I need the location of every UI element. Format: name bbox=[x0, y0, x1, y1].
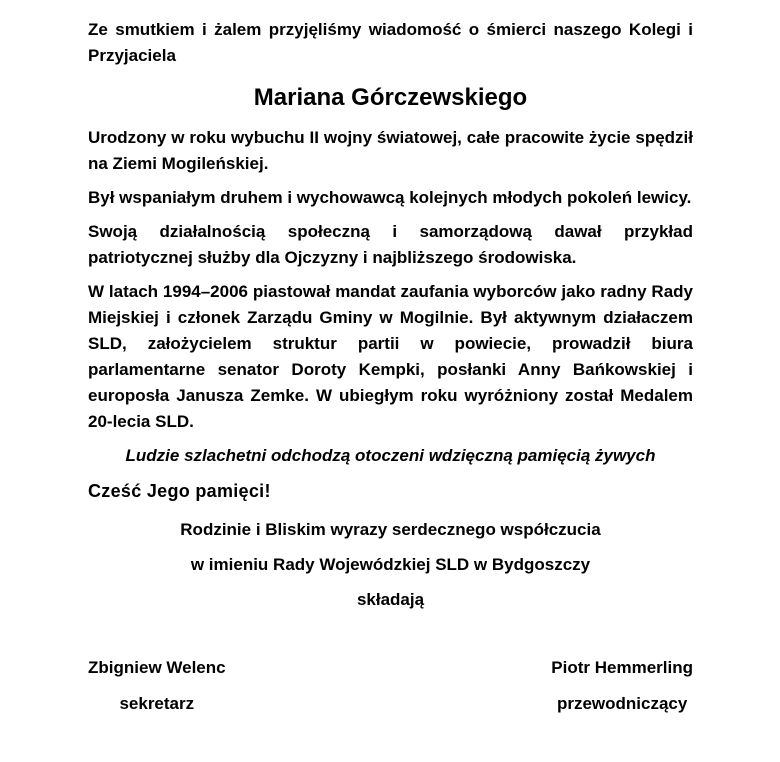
motto-line: Ludzie szlachetni odchodzą otoczeni wdzięczną pamięcią żywych bbox=[125, 446, 656, 465]
condolence-line-3: składają bbox=[356, 590, 425, 609]
intro-paragraph: Ze smutkiem i żalem przyjęliśmy wiadomość o śmierci naszego Kolegi i Przyjaciela bbox=[88, 20, 693, 65]
signature-left-role: sekretarz bbox=[119, 694, 195, 713]
signature-block bbox=[88, 655, 693, 717]
condolence-line-2: w imieniu Rady Wojewódzkiej SLD w Bydgoszczy bbox=[190, 555, 591, 574]
tribute-line: Cześć Jego pamięci! bbox=[88, 481, 271, 501]
signature-right-role: przewodniczący bbox=[556, 694, 688, 713]
body-paragraph-1: Urodzony w roku wybuchu II wojny światowej, całe pracowite życie spędził na Ziemi Mogileńskiej. bbox=[88, 128, 693, 173]
deceased-name-heading: Mariana Górczewskiego bbox=[253, 84, 528, 111]
body-paragraph-3: Swoją działalnością społeczną i samorządową dawał przykład patriotycznej służby dla Ojczyzny i najbliższego środowiska. bbox=[88, 222, 693, 267]
signature-right-name: Piotr Hemmerling bbox=[551, 658, 693, 677]
signature-left bbox=[88, 655, 226, 717]
condolence-line-1: Rodzinie i Bliskim wyrazy serdecznego współczucia bbox=[180, 520, 601, 539]
body-paragraph-4: W latach 1994–2006 piastował mandat zaufania wyborców jako radny Rady Miejskiej i członek Zarządu Gminy w Mogilnie. Był aktywnym działaczem SLD, założycielem struktur partii w powiecie, prowadził biura parlamentarne senator Doroty Kempki, posłanki Anny Bańkowskiej i europosła Janusza Zemke. W ubiegłym roku wyróżniony został Medalem 20-lecia SLD. bbox=[88, 282, 693, 431]
body-paragraph-2: Był wspaniałym druhem i wychowawcą kolejnych młodych pokoleń lewicy. bbox=[88, 188, 692, 207]
signature-left-name: Zbigniew Welenc bbox=[88, 658, 226, 677]
signature-right bbox=[551, 655, 693, 717]
